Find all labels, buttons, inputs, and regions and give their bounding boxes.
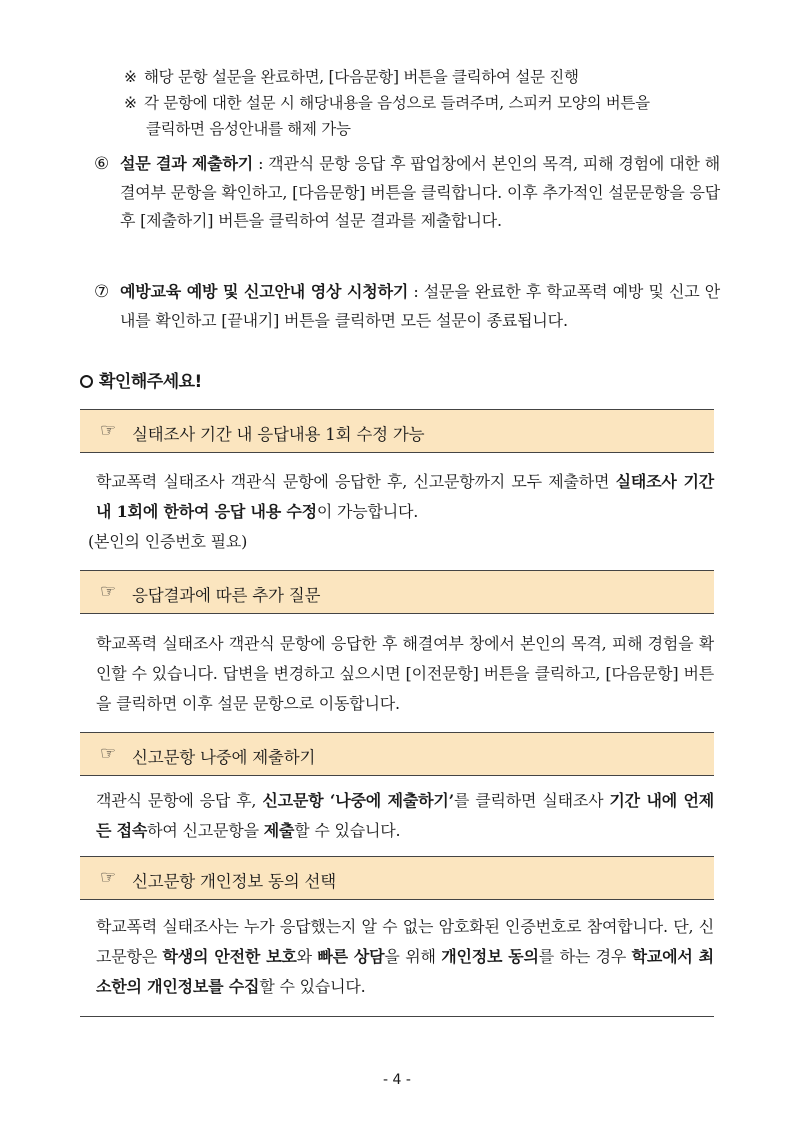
section-3-body xyxy=(80,786,714,846)
section-4-text: 학교폭력 실태조사는 누가 응답했는지 알 수 없는 암호화된 인증번호로 참여합니다. 단, 신고문항은 xyxy=(96,917,714,966)
section-4-bold-1: 학생의 안전한 보호 xyxy=(162,947,297,966)
section-3-header xyxy=(80,732,714,776)
reference-mark: ※ xyxy=(124,68,137,86)
reference-mark: ※ xyxy=(124,94,137,112)
section-2-text: 학교폭력 실태조사 객관식 문항에 응답한 후 해결여부 창에서 본인의 목격, 피해 경험을 확인할 수 있습니다. 답변을 변경하고 싶으시면 [이전문항] 버튼을 클릭하고, [다음문항] 버튼을 클릭하면 이후 설문 문항으로 이동합니다. xyxy=(96,634,714,713)
section-3-title: 신고문항 나중에 제출하기 xyxy=(132,748,316,767)
step-6-title: 설문 결과 제출하기 xyxy=(120,154,254,173)
page-number: - 4 - xyxy=(383,1072,411,1088)
section-2-title: 응답결과에 따른 추가 질문 xyxy=(132,586,321,605)
section-4-text-3: 을 위해 xyxy=(384,947,442,966)
section-4-bold-2: 빠른 상담 xyxy=(317,947,385,966)
section-3-text-4: 할 수 있습니다. xyxy=(294,821,401,840)
note-1-text: 해당 문항 설문을 완료하면, [다음문항] 버튼을 클릭하여 설문 진행 xyxy=(144,68,579,86)
confirm-heading xyxy=(80,367,202,392)
section-3-bold-2: 기간 내에 언제든 접속 xyxy=(96,791,714,840)
closing-divider xyxy=(80,1016,714,1017)
confirm-heading-text: 확인해주세요! xyxy=(99,372,202,392)
section-4-bold-4: 학교에서 최소한의 개인정보를 수집 xyxy=(96,947,714,996)
step-7-number: ⑦ xyxy=(94,282,110,302)
pointing-hand-icon: ☞ xyxy=(100,867,117,888)
section-4-body xyxy=(80,912,714,1002)
section-1-header xyxy=(80,409,714,453)
note-2 xyxy=(124,90,724,142)
step-6-text: : 객관식 문항 응답 후 팝업창에서 본인의 목격, 피해 경험에 대한 해결여부 문항을 확인하고, [다음문항] 버튼을 클릭합니다. 이후 추가적인 설문문항을 응답 후 [제출하기] 버튼을 클릭하여 설문 결과를 제출합니다. xyxy=(120,154,720,230)
step-6-number: ⑥ xyxy=(94,154,110,174)
section-1-note: (본인의 인증번호 필요) xyxy=(88,532,248,551)
pointing-hand-icon: ☞ xyxy=(100,743,117,764)
section-4-title: 신고문항 개인정보 동의 선택 xyxy=(132,872,337,891)
circle-bullet-icon xyxy=(80,375,93,388)
step-7-title: 예방교육 예방 및 신고안내 영상 시청하기 xyxy=(120,282,409,301)
section-1-bold: 실태조사 기간 내 1회에 한하여 응답 내용 수정 xyxy=(96,472,714,521)
section-4-text-2: 와 xyxy=(296,947,318,966)
section-1-text-end: 이 가능합니다. xyxy=(316,502,419,521)
section-2-header xyxy=(80,570,714,614)
note-2-line1: 각 문항에 대한 설문 시 해당내용을 음성으로 들려주며, 스피커 모양의 버튼을 xyxy=(144,94,650,112)
section-4-text-5: 할 수 있습니다. xyxy=(259,977,366,996)
section-2-body xyxy=(80,629,714,719)
section-1-body xyxy=(80,467,714,557)
section-3-text-2: 를 클릭하면 실태조사 xyxy=(453,791,610,810)
pointing-hand-icon: ☞ xyxy=(100,420,117,441)
step-6 xyxy=(94,150,720,236)
note-2-line2: 클릭하면 음성안내를 해제 가능 xyxy=(146,120,351,138)
note-1 xyxy=(124,64,724,90)
pointing-hand-icon: ☞ xyxy=(100,581,117,602)
step-7 xyxy=(94,278,720,335)
section-4-bold-3: 개인정보 동의 xyxy=(441,947,539,966)
section-3-text-3: 하여 신고문항을 xyxy=(147,821,264,840)
section-3-text: 객관식 문항에 응답 후, xyxy=(96,791,263,810)
section-4-text-4: 를 하는 경우 xyxy=(538,947,632,966)
section-3-bold-1: 신고문항 ‘나중에 제출하기’ xyxy=(262,791,454,810)
step-7-text: : 설문을 완료한 후 학교폭력 예방 및 신고 안내를 확인하고 [끝내기] 버튼을 클릭하면 모든 설문이 종료됩니다. xyxy=(120,282,720,330)
section-1-text: 학교폭력 실태조사 객관식 문항에 응답한 후, 신고문항까지 모두 제출하면 xyxy=(96,472,616,491)
section-3-bold-3: 제출 xyxy=(263,821,295,840)
section-4-header xyxy=(80,856,714,900)
section-1-title: 실태조사 기간 내 응답내용 1회 수정 가능 xyxy=(132,425,425,444)
